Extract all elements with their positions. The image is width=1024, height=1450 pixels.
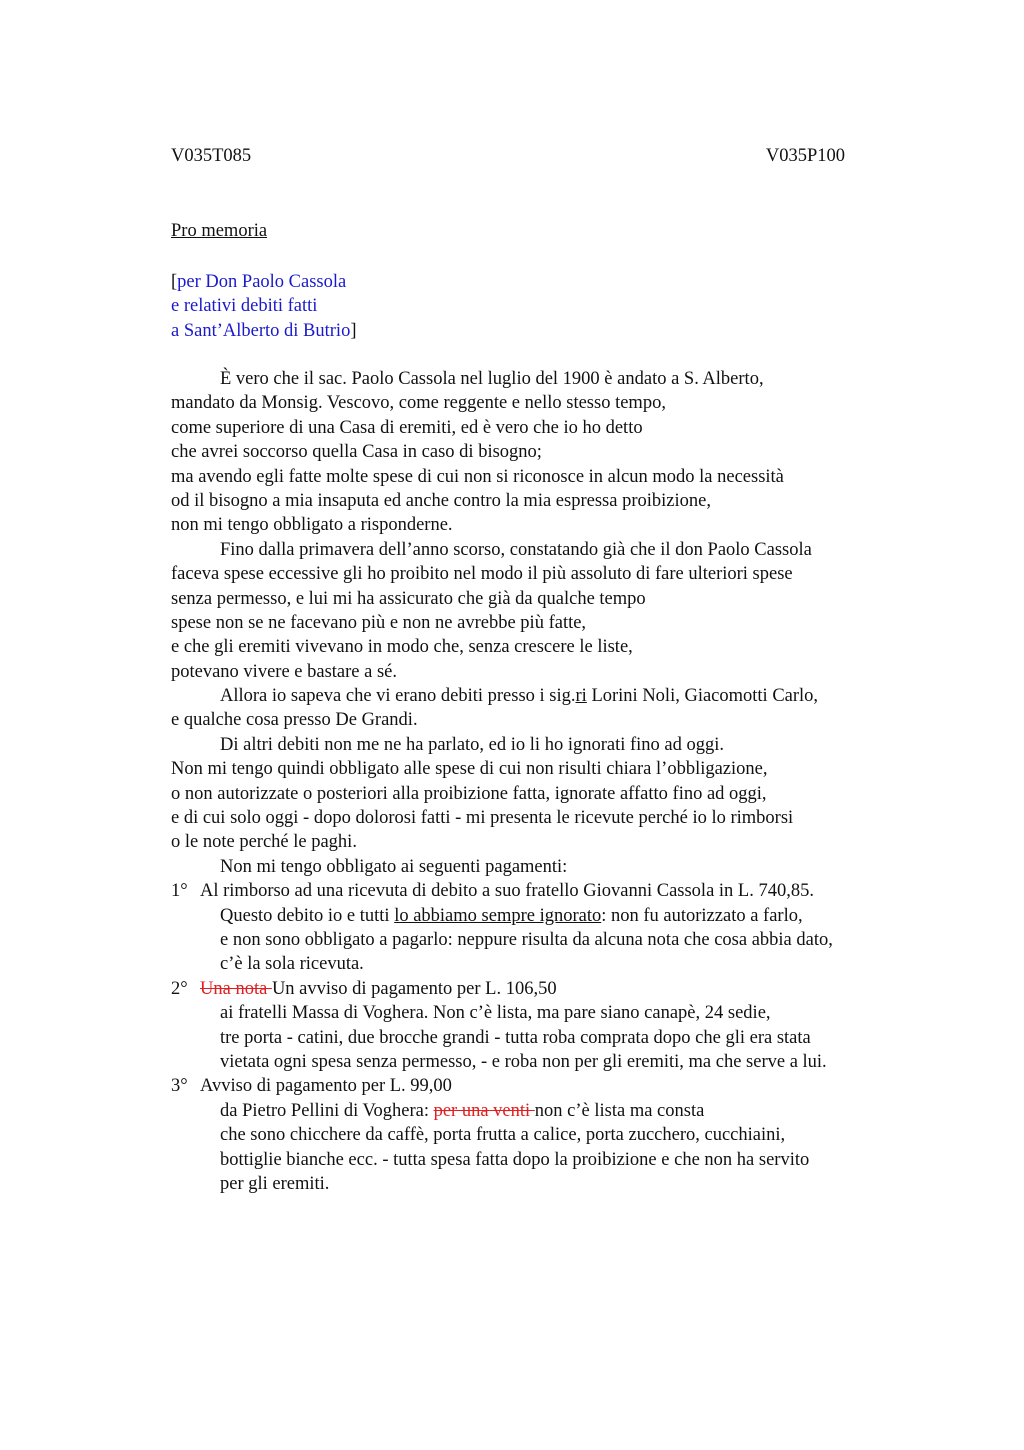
note-open-bracket: [ [171, 272, 178, 292]
editorial-note [171, 270, 357, 343]
body-line: È vero che il sac. Paolo Cassola nel luglio del 1900 è andato a S. Alberto, [220, 369, 764, 389]
body-line: c’è la sola ricevuta. [220, 954, 364, 975]
note-line-2: e relativi debiti fatti [171, 296, 318, 317]
body-line: vietata ogni spesa senza permesso, - e roba non per gli eremiti, ma che serve a lui. [220, 1051, 827, 1072]
body-line: o le note perché le paghi. [171, 832, 357, 853]
body-line [171, 1099, 931, 1123]
code-left: V035T085 [171, 146, 252, 166]
note-line-1: per Don Paolo Cassola [177, 272, 347, 292]
body-line: od il bisogno a mia insaputa ed anche contro la mia espressa proibizione, [171, 490, 711, 511]
body-line: per gli eremiti. [220, 1173, 330, 1194]
body-line: Non mi tengo quindi obbligato alle spese di cui non risulti chiara l’obbligazione, [171, 759, 768, 780]
body-text: Lorini Noli, Giacomotti Carlo, [586, 686, 819, 707]
body-line: o non autorizzate o posteriori alla proibizione fatta, ignorate affatto fino ad oggi, [171, 783, 767, 804]
item-number: 1° [171, 881, 188, 902]
body-line: come superiore di una Casa di eremiti, ed è vero che io ho detto [171, 417, 643, 438]
body-line [171, 904, 931, 928]
document-codes [171, 146, 845, 170]
note-close-bracket: ] [350, 320, 357, 341]
body-line: e non sono obbligato a pagarlo: neppure risulta da alcuna nota che cosa abbia dato, [220, 929, 833, 950]
body-line: e che gli eremiti vivevano in modo che, senza crescere le liste, [171, 637, 633, 658]
struck-text: Una nota [200, 978, 272, 999]
body-text: da Pietro Pellini di Voghera: [220, 1100, 434, 1121]
body-line [171, 684, 931, 708]
item-text: Al rimborso ad una ricevuta di debito a suo fratello Giovanni Cassola in L. 740,85. [200, 881, 814, 902]
body-line: tre porta - catini, due brocche grandi - tutta roba comprata dopo che gli era stata [220, 1027, 811, 1048]
body-line: che sono chicchere da caffè, porta frutta a calice, porta zucchero, cucchiaini, [220, 1125, 786, 1146]
body-text: Allora io sapeva che vi erano debiti presso i sig. [220, 686, 576, 707]
body-text: non c’è lista ma consta [534, 1100, 705, 1121]
body-line: non mi tengo obbligato a risponderne. [171, 515, 453, 536]
body-line: mandato da Monsig. Vescovo, come reggente e nello stesso tempo, [171, 393, 666, 414]
body-line: e di cui solo oggi - dopo dolorosi fatti - mi presenta le ricevute perché io lo rimborsi [171, 808, 794, 829]
body-line: Non mi tengo obbligato ai seguenti pagamenti: [220, 856, 568, 877]
note-line-3: a Sant’Alberto di Butrio [171, 320, 351, 341]
body-line: che avrei soccorso quella Casa in caso di bisogno; [171, 442, 542, 463]
body-line: ma avendo egli fatte molte spese di cui non si riconosce in alcun modo la necessità [171, 466, 784, 487]
body-line: bottiglie bianche ecc. - tutta spesa fatta dopo la proibizione e che non ha servito [220, 1149, 810, 1170]
body-line: faceva spese eccessive gli ho proibito nel modo il più assoluto di fare ulteriori spese [171, 564, 793, 585]
body-line: Fino dalla primavera dell’anno scorso, constatando già che il don Paolo Cassola [220, 539, 812, 560]
document-body [171, 367, 931, 1196]
item-number: 2° [171, 978, 188, 999]
list-item-1 [171, 879, 931, 903]
item-text: Avviso di pagamento per L. 99,00 [200, 1076, 452, 1097]
body-line: spese non se ne facevano più e non ne avrebbe più fatte, [171, 612, 587, 633]
body-text: : non fu autorizzato a farlo, [601, 905, 803, 926]
code-right: V035P100 [765, 146, 845, 166]
body-line: senza permesso, e lui mi ha assicurato che già da qualche tempo [171, 588, 646, 609]
body-text: Questo debito io e tutti [220, 905, 395, 926]
list-item-2 [171, 977, 931, 1001]
list-item-3 [171, 1074, 931, 1098]
body-line: ai fratelli Massa di Voghera. Non c’è lista, ma pare siano canapè, 24 sedie, [220, 1003, 771, 1024]
body-line: potevano vivere e bastare a sé. [171, 661, 398, 682]
document-title: Pro memoria [171, 221, 268, 241]
underlined-text: lo abbiamo sempre ignorato [394, 905, 602, 926]
item-text: Un avviso di pagamento per L. 106,50 [271, 978, 557, 999]
superscript-abbrev: ri [575, 686, 587, 707]
item-number: 3° [171, 1076, 188, 1097]
body-line: Di altri debiti non me ne ha parlato, ed io li ho ignorati fino ad oggi. [220, 734, 725, 755]
struck-text: per una venti [433, 1100, 535, 1121]
body-line: e qualche cosa presso De Grandi. [171, 710, 418, 731]
